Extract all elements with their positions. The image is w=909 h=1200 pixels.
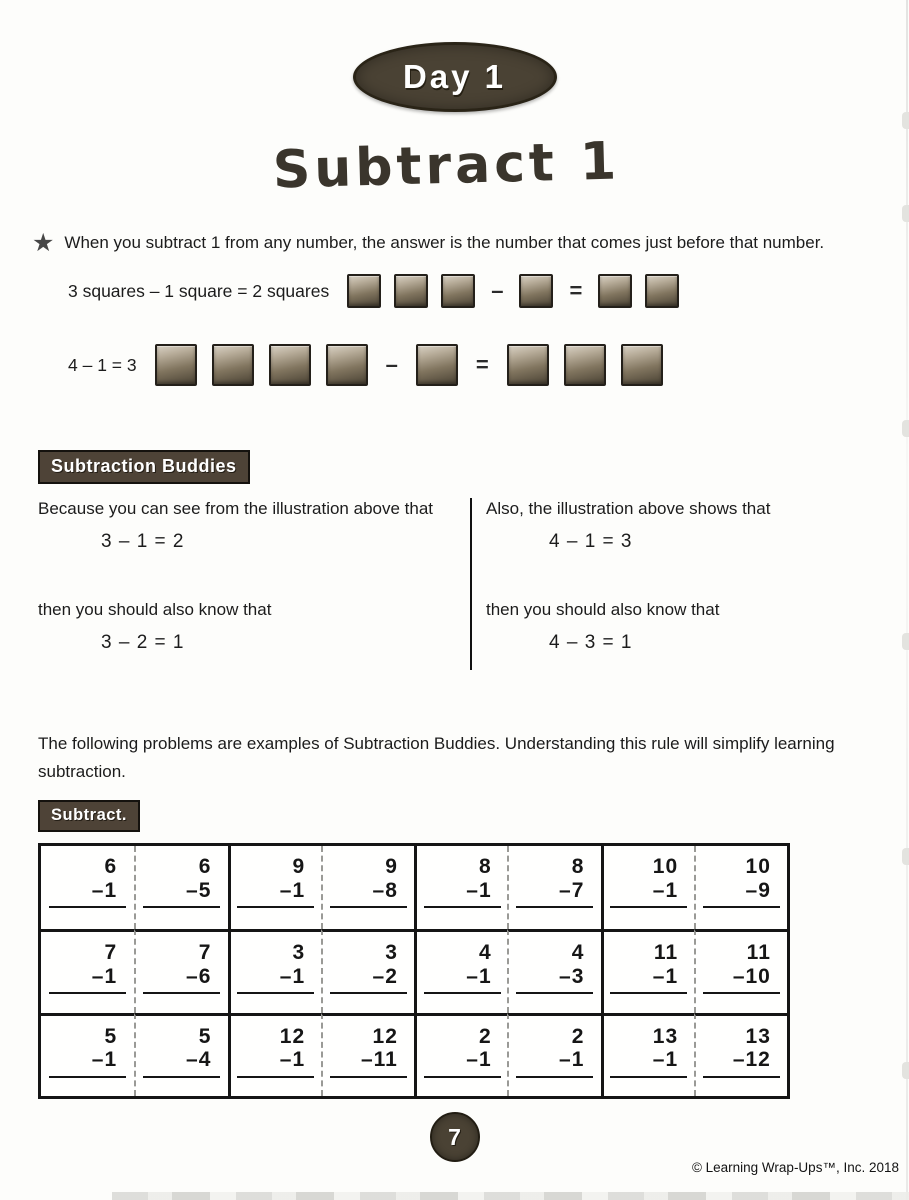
- problem-cell: [507, 846, 600, 929]
- minuend: 7: [104, 941, 118, 965]
- subtraction-problem: [330, 855, 407, 908]
- minuend: 3: [385, 941, 398, 965]
- subtrahend: –1: [91, 964, 118, 988]
- buddies-intro-text: Because you can see from the illustration above that: [38, 499, 434, 518]
- problem-cell: [321, 846, 414, 929]
- subtrahend: –7: [559, 878, 585, 902]
- buddies-columns: [38, 498, 885, 670]
- minuend: 4: [571, 941, 585, 965]
- square-icon: [155, 344, 197, 386]
- subtrahend: –2: [372, 964, 398, 988]
- subtraction-problem: [703, 855, 780, 908]
- illustration-label: 4 – 1 = 3: [68, 354, 137, 375]
- minuend: 5: [104, 1024, 118, 1048]
- minuend: 11: [746, 941, 771, 965]
- scan-binding-mark: [902, 1062, 909, 1079]
- square-icon: [564, 344, 606, 386]
- minuend: 6: [104, 855, 118, 878]
- subtraction-problem: [610, 941, 687, 994]
- problem-cell: [507, 929, 600, 1012]
- subtraction-problem: [610, 1025, 687, 1078]
- equation: 3 – 1 = 2: [101, 531, 185, 553]
- subtrahend: –1: [91, 1048, 118, 1072]
- buddies-then-text: then you should also know that: [486, 599, 720, 619]
- scan-binding-mark: [902, 205, 909, 222]
- problem-cell: [601, 929, 694, 1012]
- star-icon: ★: [32, 229, 55, 257]
- square-icon: [416, 344, 458, 386]
- square-icon: [269, 344, 311, 386]
- minuend: 7: [198, 941, 212, 965]
- illustration-3-minus-1: [68, 274, 679, 308]
- problem-cell: [228, 929, 321, 1012]
- subtraction-problem: [237, 1025, 314, 1078]
- equals-sign: =: [569, 278, 583, 303]
- square-icon: [212, 344, 254, 386]
- subtrahend: –6: [186, 964, 212, 988]
- minus-sign: –: [385, 352, 398, 377]
- problem-cell: [601, 846, 694, 929]
- scan-edge-right: [906, 0, 908, 1200]
- square-icon: [441, 274, 475, 308]
- subtraction-problem: [143, 1025, 220, 1078]
- problem-cell: [414, 929, 507, 1012]
- day-badge-label: Day 1: [402, 58, 507, 95]
- subtrahend: –8: [372, 878, 398, 902]
- subtrahend: –1: [279, 1048, 306, 1072]
- square-icon: [507, 344, 549, 386]
- minuend: 10: [745, 855, 771, 878]
- minuend: 11: [653, 941, 679, 965]
- subtraction-problem: [424, 855, 501, 908]
- buddies-intro-text: Also, the illustration above shows that: [486, 499, 771, 518]
- square-group: [155, 344, 368, 386]
- rule-statement: [32, 229, 885, 257]
- problem-cell: [134, 929, 227, 1012]
- buddies-column-right: [472, 498, 885, 670]
- subtrahend: –1: [91, 878, 118, 902]
- minuend: 13: [745, 1024, 771, 1048]
- minuend: 12: [279, 1024, 306, 1048]
- square-group: [507, 344, 663, 386]
- subtrahend: –5: [186, 878, 212, 902]
- problem-cell: [414, 1013, 507, 1096]
- problem-cell: [507, 1013, 600, 1096]
- minuend: 8: [571, 855, 585, 878]
- subtraction-problem: [516, 1025, 593, 1078]
- problem-cell: [601, 1013, 694, 1096]
- square-icon: [347, 274, 381, 308]
- square-group: [519, 274, 553, 308]
- scan-binding-mark: [902, 848, 909, 865]
- subtrahend: –1: [652, 878, 679, 902]
- rule-text: When you subtract 1 from any number, the answer is the number that comes just before that number.: [64, 233, 825, 252]
- subtrahend: –1: [652, 1048, 679, 1072]
- subtraction-problem: [516, 855, 593, 908]
- subtraction-problem: [49, 855, 126, 908]
- scan-binding-mark: [902, 420, 909, 437]
- minuend: 8: [478, 855, 492, 878]
- day-badge: [353, 42, 557, 112]
- problem-cell: [694, 846, 787, 929]
- problem-cell: [134, 1013, 227, 1096]
- subtrahend: –9: [745, 878, 771, 902]
- square-icon: [621, 344, 663, 386]
- subtrahend: –1: [279, 878, 306, 902]
- subtraction-problem: [424, 941, 501, 994]
- minuend: 12: [372, 1024, 398, 1048]
- subtrahend: –1: [466, 964, 492, 988]
- scan-binding-mark: [902, 112, 909, 129]
- subtraction-problem: [516, 941, 593, 994]
- minuend: 2: [571, 1024, 585, 1048]
- minuend: 3: [292, 941, 306, 965]
- problem-cell: [41, 1013, 134, 1096]
- subtract-heading: Subtract.: [38, 800, 140, 832]
- subtrahend: –11: [360, 1048, 398, 1072]
- problem-cell: [228, 1013, 321, 1096]
- minuend: 2: [478, 1024, 492, 1048]
- problem-cell: [321, 929, 414, 1012]
- square-icon: [326, 344, 368, 386]
- problem-cell: [694, 1013, 787, 1096]
- square-equation: [155, 344, 663, 386]
- problem-cell: [41, 846, 134, 929]
- minuend: 6: [198, 855, 212, 878]
- problem-cell: [41, 929, 134, 1012]
- subtrahend: –1: [466, 878, 492, 902]
- following-paragraph: The following problems are examples of Subtraction Buddies. Understanding this rule will simplify learning subtraction.: [38, 734, 835, 781]
- equation: 3 – 2 = 1: [101, 631, 185, 653]
- buddies-column-left: [38, 498, 470, 670]
- subtraction-problem: [237, 941, 314, 994]
- subtraction-problem: [237, 855, 314, 908]
- buddies-then-text: then you should also know that: [38, 599, 272, 619]
- square-icon: [645, 274, 679, 308]
- subtraction-problem: [424, 1025, 501, 1078]
- subtraction-problem: [330, 1025, 407, 1078]
- page-number-badge: [430, 1112, 480, 1162]
- equation: 4 – 3 = 1: [549, 631, 633, 653]
- subtraction-buddies-heading: Subtraction Buddies: [38, 450, 250, 484]
- subtrahend: –1: [279, 964, 306, 988]
- problem-cell: [228, 846, 321, 929]
- problem-cell: [321, 1013, 414, 1096]
- page-number: 7: [448, 1123, 461, 1150]
- square-group: [347, 274, 475, 308]
- problem-cell: [134, 846, 227, 929]
- minus-sign: –: [491, 278, 504, 303]
- square-icon: [598, 274, 632, 308]
- minuend: 5: [198, 1024, 212, 1048]
- illustration-label: 3 squares – 1 square = 2 squares: [68, 280, 330, 301]
- square-group: [598, 274, 679, 308]
- subtrahend: –10: [732, 964, 771, 988]
- subtrahend: –1: [559, 1048, 585, 1072]
- subtraction-problem: [330, 941, 407, 994]
- scan-binding-mark: [902, 633, 909, 650]
- equals-sign: =: [475, 352, 489, 377]
- minuend: 13: [652, 1024, 679, 1048]
- subtraction-problem: [703, 1025, 780, 1078]
- problem-cell: [694, 929, 787, 1012]
- subtrahend: –1: [466, 1048, 492, 1072]
- problem-cell: [414, 846, 507, 929]
- equation: 4 – 1 = 3: [549, 531, 633, 553]
- subtrahend: –4: [186, 1048, 212, 1072]
- minuend: 9: [292, 855, 306, 878]
- square-equation: [347, 274, 679, 308]
- subtraction-problem: [49, 941, 126, 994]
- subtrahend: –12: [732, 1048, 771, 1072]
- illustration-4-minus-1: [68, 344, 663, 386]
- subtraction-problem: [143, 855, 220, 908]
- subtraction-problem: [143, 941, 220, 994]
- scan-edge-bottom: [112, 1192, 909, 1200]
- subtraction-problem: [610, 855, 687, 908]
- minuend: 9: [385, 855, 398, 878]
- subtraction-problems-table: [38, 843, 790, 1099]
- square-icon: [519, 274, 553, 308]
- square-icon: [394, 274, 428, 308]
- minuend: 4: [478, 941, 492, 965]
- copyright-notice: © Learning Wrap-Ups™, Inc. 2018: [691, 1160, 899, 1175]
- subtraction-problem: [49, 1025, 126, 1078]
- subtrahend: –1: [652, 964, 679, 988]
- subtrahend: –3: [559, 964, 585, 988]
- minuend: 10: [652, 855, 679, 878]
- subtraction-problem: [703, 941, 780, 994]
- square-group: [416, 344, 458, 386]
- page-title: Subtract 1: [272, 131, 621, 201]
